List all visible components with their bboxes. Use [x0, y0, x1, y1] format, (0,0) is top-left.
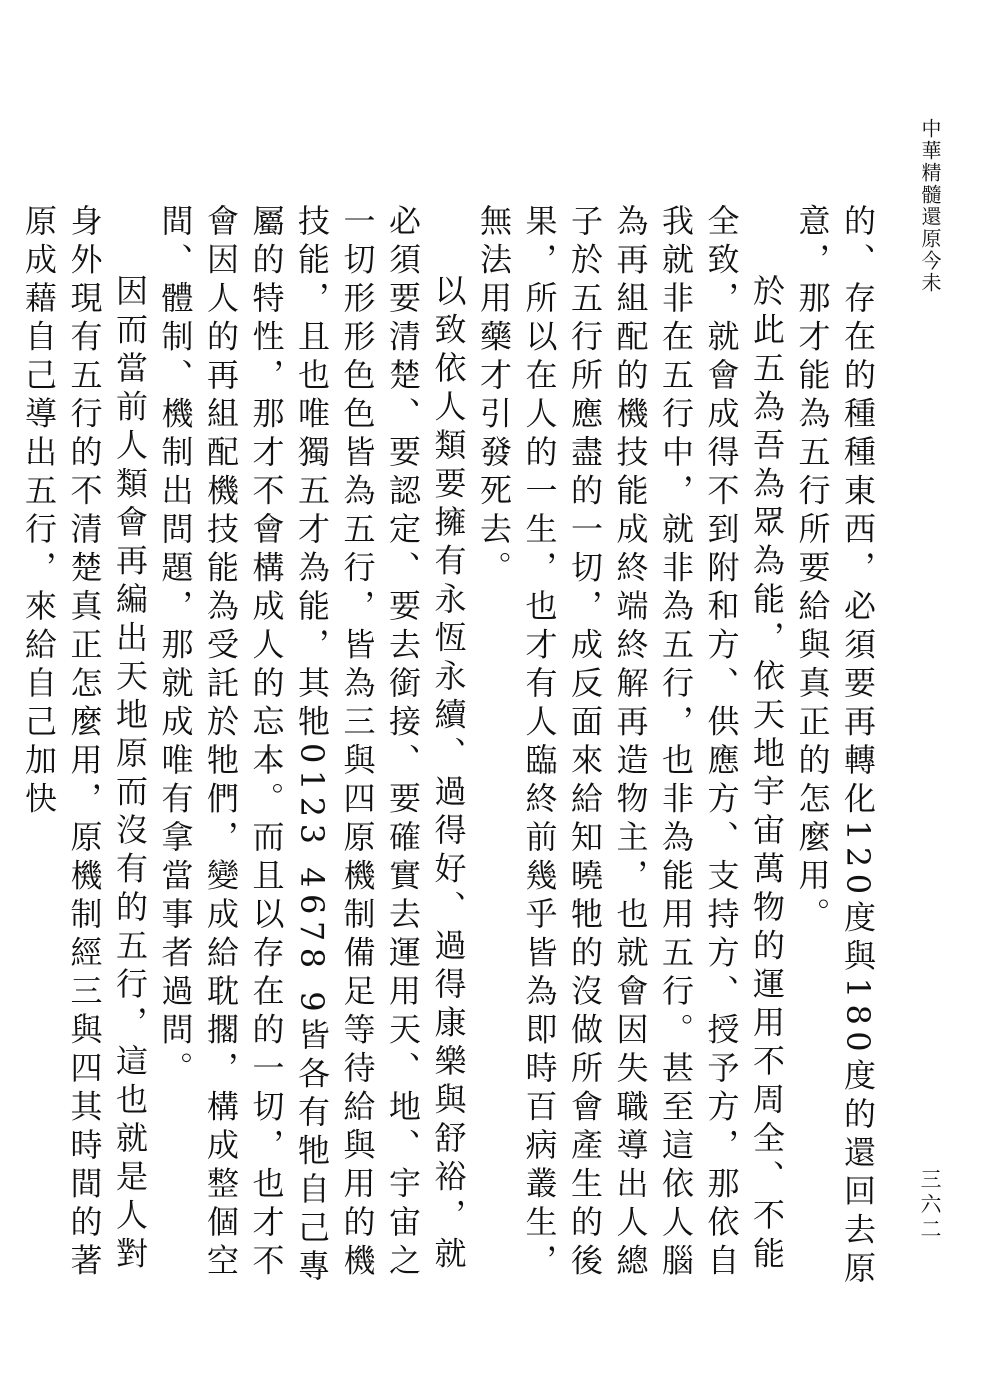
paragraph-1 [789, 204, 880, 1294]
paragraph-1-text: 的、存在的種種東西，必須要再轉化120度與180度的還回去原意，那才能為五行所要給與真正的怎麼用。 [793, 204, 877, 1290]
paragraph-3-text: 以致依人類要擁有永恆永續、過得好、過得康樂與舒裕，就必須要清楚、要認定、要去銜接、要確實去運用天、地、宇宙之一切形形色色皆為五行，皆為三與四原機制備足等待給與用的機技能，且也唯獨五才為能，其牠0123 4678 9皆各有牠自己專屬的特性，那才不會構成人的忘本。而且以存在的一切，也才不會因人的再組配機技能為受託於牠們，變成給耽擱，構成整個空間、體制、機制出問題，那就成唯有拿當事者過問。 [156, 204, 468, 1288]
paragraph-2-text: 於此五為吾為眾為能，依天地宇宙萬物的運用不周全、不能全致，就會成得不到附和方、供應方、支持方、授予方，那依自我就非在五行中，就非為五行，也非為能用五行。甚至這依人腦為再組配的機技能成終端終解再造物主，也就會因失職導出人總子於五行所應盡的一切，成反面來給知曉牠的沒做所會產生的後果，所以在人的一生，也才有人臨終前幾乎皆為即時百病叢生，無法用藥才引發死去。 [475, 204, 786, 1282]
paragraph-3 [152, 204, 471, 1294]
page-number: 三六二 [918, 1168, 942, 1243]
paragraph-4 [16, 204, 153, 1294]
running-header: 中華精髓還原今未 [918, 118, 942, 294]
body-text [20, 204, 880, 1294]
paragraph-4-text: 因而當前人類會再編出天地原而沒有的五行，這也就是人對身外現有五行的不清楚真正怎麼用，原機制經三與四其時間的著原成藉自己導出五行，來給自己加快 [20, 204, 149, 1282]
indent-space [448, 204, 449, 274]
paragraph-2 [471, 204, 790, 1294]
indent-space [130, 204, 131, 274]
indent-space [767, 204, 768, 274]
